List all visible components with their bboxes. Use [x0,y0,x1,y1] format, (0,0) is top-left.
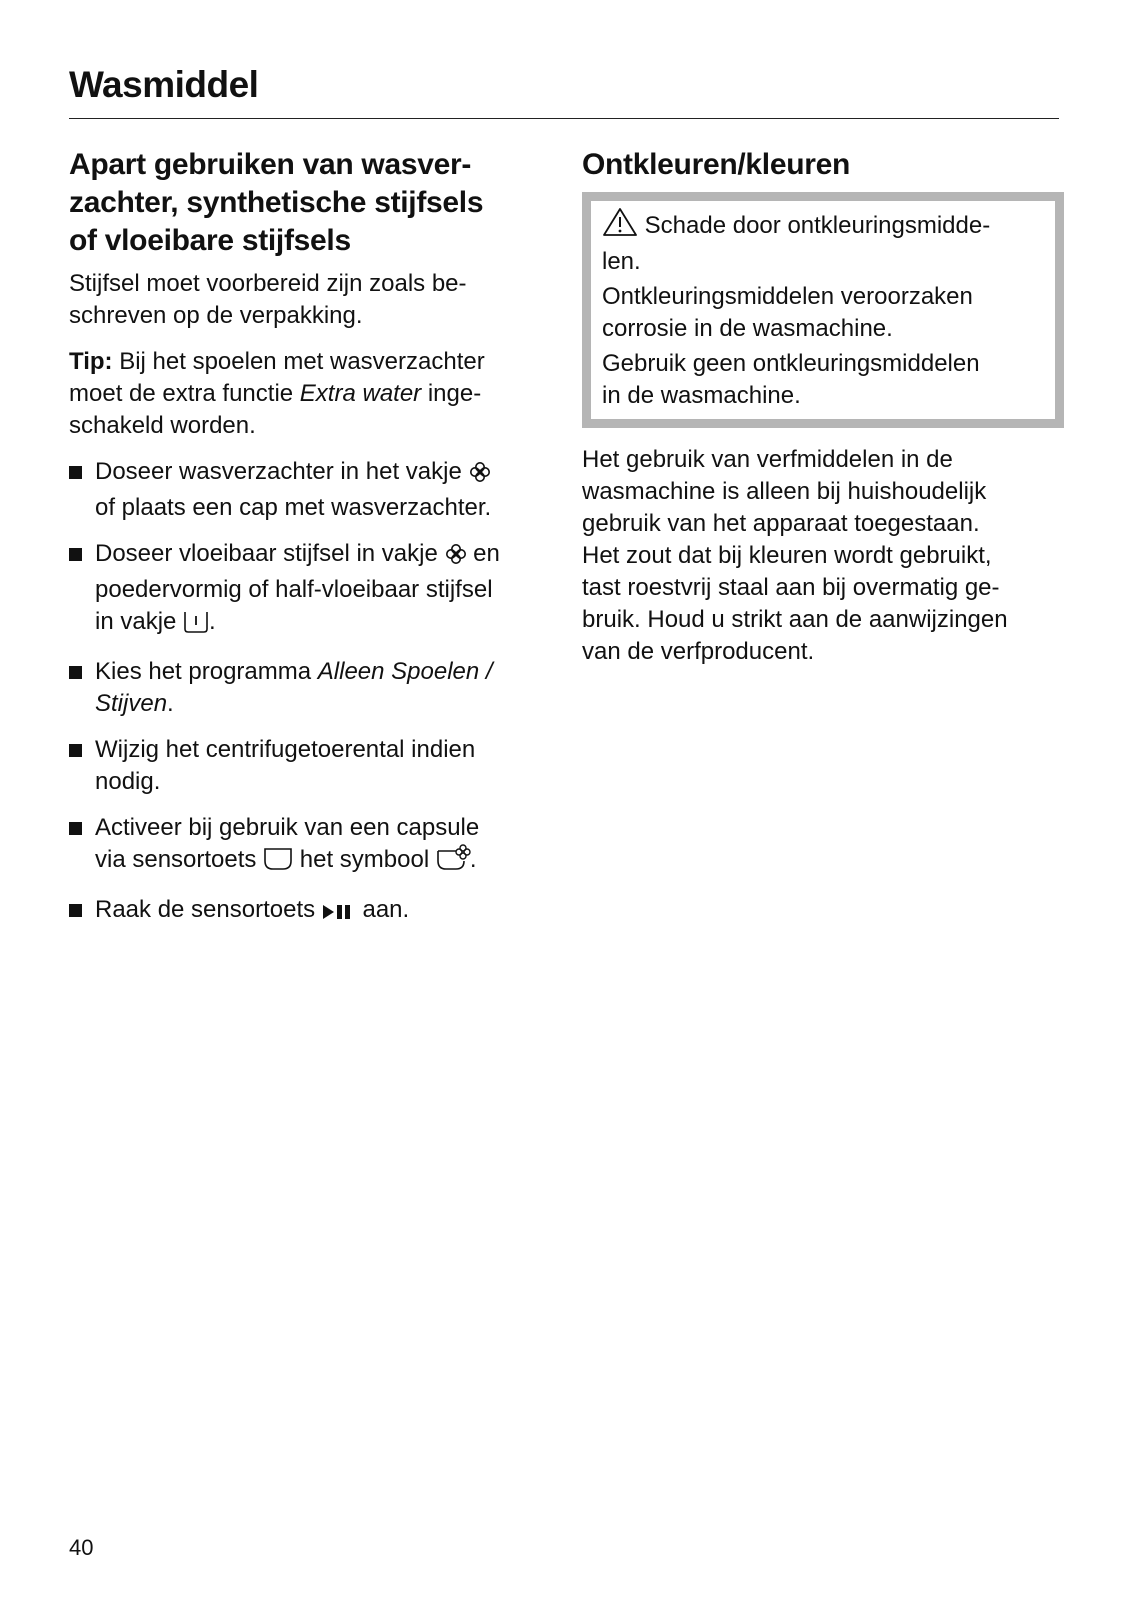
text-line: Stijfsel moet voorbereid zijn zoals be- [69,270,467,297]
list-item [69,734,559,798]
bullet-square-icon [69,822,82,835]
bullet-square-icon [69,904,82,917]
title-divider [69,118,1059,119]
text-line: Raak de sensortoets [95,896,322,923]
page-number: 40 [69,1535,94,1560]
heading-line: Apart gebruiken van wasver- [69,148,472,181]
list-item [69,656,559,720]
capsule-flower-icon [436,845,470,880]
warning-title [602,207,1044,278]
flower-compartment-icon [445,542,467,574]
text-line: Ontkleuringsmiddelen veroorzaken [602,283,973,310]
text-line: gebruik van het apparaat toegestaan. [582,510,980,537]
start-pause-icon [322,898,356,930]
text-line: via sensortoets [95,846,264,873]
text-line: en [466,540,500,567]
left-column [69,146,559,944]
text-line: nodig. [95,768,161,795]
compartment-i-icon [183,610,209,642]
text-line: len. [602,248,641,275]
text-line: . [167,690,174,717]
text-line: van de verfproducent. [582,638,815,665]
text-line: . [469,846,477,873]
text-line: het symbool [293,846,436,873]
list-item [69,538,559,642]
tip-label: Tip: [69,348,113,375]
text-line: Kies het programma [95,658,318,685]
bullet-square-icon [69,548,82,561]
heading-line: of vloeibare stijfsels [69,224,351,257]
warning-text [602,348,1044,412]
bullet-square-icon [69,466,82,479]
text-line: in vakje [95,608,184,635]
text-line: Wijzig het centrifugetoerental indien [95,736,476,763]
heading-line: zachter, synthetische stijfsels [69,186,484,219]
text-line: inge- [421,380,482,407]
warning-text [602,281,1044,345]
text-line: schakeld worden. [69,412,256,439]
list-item [69,894,559,930]
text-line: Activeer bij gebruik van een capsule [95,814,480,841]
text-line: Doseer wasverzachter in het vakje [95,458,469,485]
program-name: Alleen Spoelen / [317,658,493,685]
text-line: aan. [355,896,410,923]
flower-compartment-icon [469,460,491,492]
capsule-key-icon [263,847,293,880]
text-line: Het zout dat bij kleuren wordt gebruikt, [582,542,992,569]
function-name: Extra water [299,380,422,407]
steps-list [69,456,559,930]
section-heading-softener [69,146,559,260]
program-name: Stijven [95,690,168,717]
text-line: Doseer vloeibaar stijfsel in vakje [95,540,445,567]
text-line: Het gebruik van verfmiddelen in de [582,446,953,473]
page-title: Wasmiddel [69,64,259,105]
text-line: Schade door ontkleuringsmidde- [638,212,991,239]
intro-paragraph [69,268,559,332]
text-line: . [209,608,216,635]
text-line: schreven op de verpakking. [69,302,363,329]
section-heading-decolour: Ontkleuren/kleuren [582,148,851,181]
text-line: bruik. Houd u strikt aan de aanwijzingen [582,606,1008,633]
warning-box [582,192,1064,428]
text-line: poedervormig of half-vloeibaar stijfsel [95,576,493,603]
list-item [69,456,559,524]
warning-triangle-icon [602,207,638,246]
text-line: tast roestvrij staal aan bij overmatig ge- [582,574,1000,601]
text-line: wasmachine is alleen bij huishoudelijk [582,478,987,505]
text-line: Bij het spoelen met wasverzachter [112,348,485,375]
text-line: corrosie in de wasmachine. [602,315,893,342]
body-paragraph [582,444,1062,668]
text-line: moet de extra functie [69,380,300,407]
bullet-square-icon [69,744,82,757]
list-item [69,812,559,880]
text-line: Gebruik geen ontkleuringsmiddelen [602,350,980,377]
text-line: of plaats een cap met wasverzachter. [95,494,492,521]
bullet-square-icon [69,666,82,679]
tip-paragraph [69,346,559,442]
right-column [582,146,1062,682]
text-line: in de wasmachine. [602,382,801,409]
